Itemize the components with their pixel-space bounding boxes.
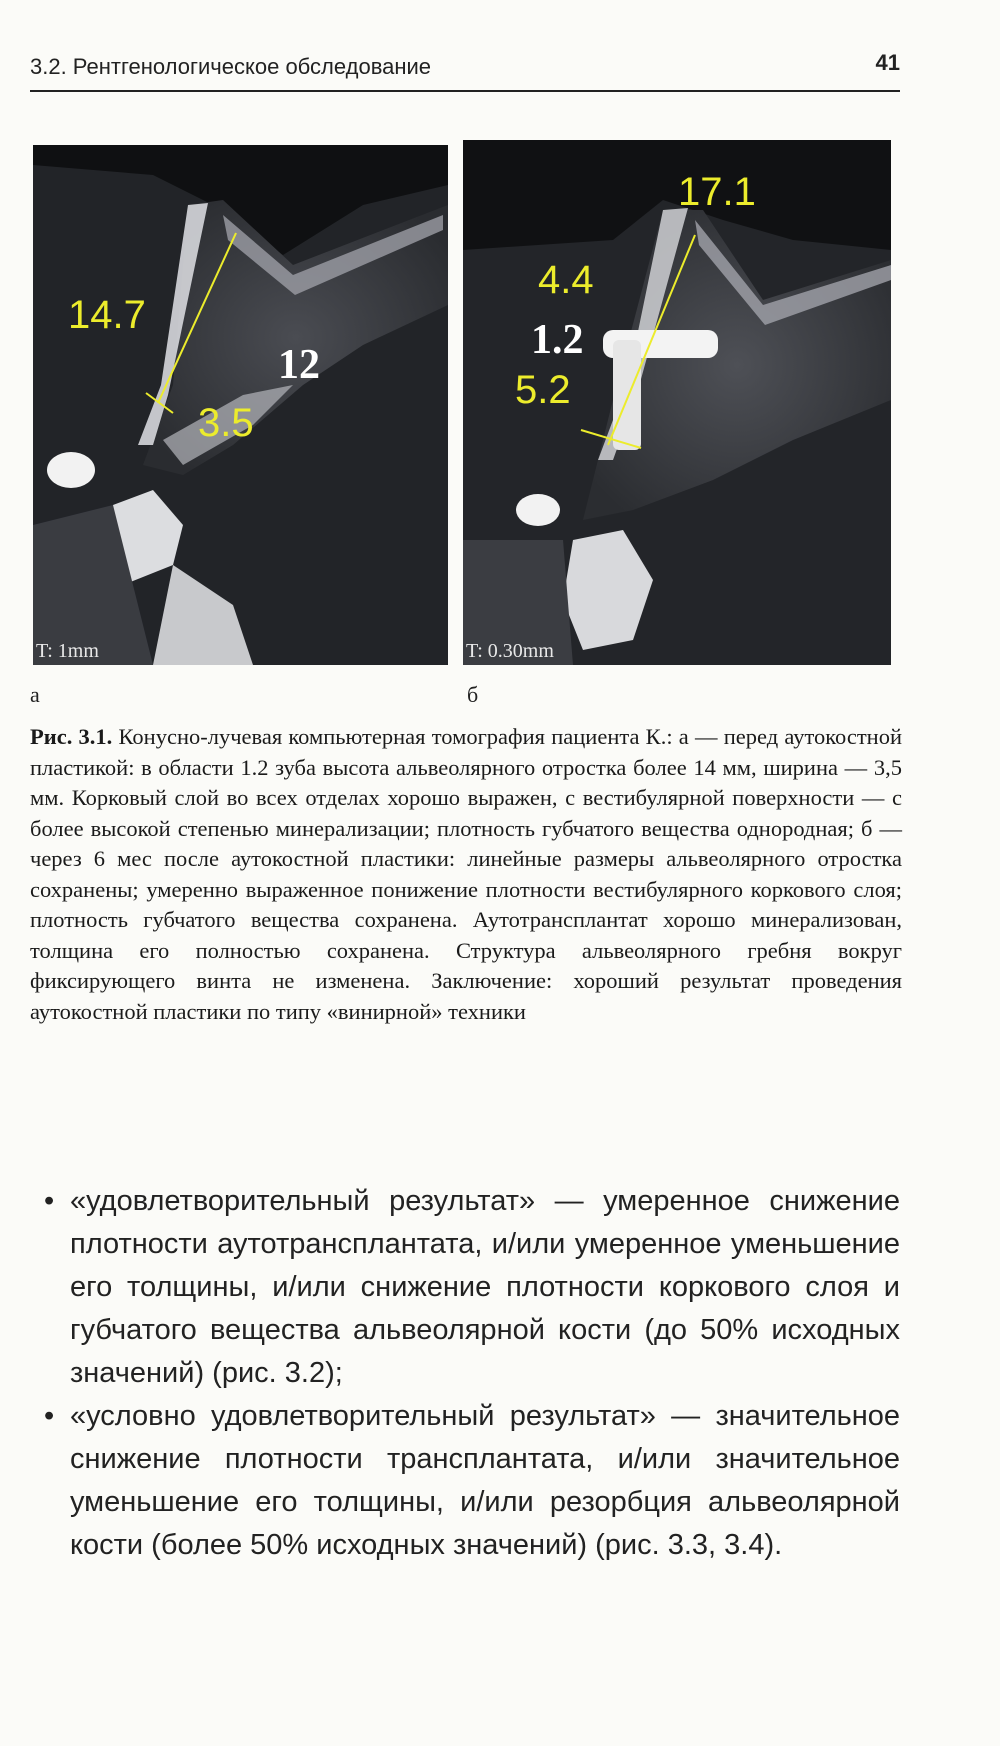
tooth-number: 12 [278,342,320,388]
figure-letter-a: а [30,682,40,707]
ct-image-panel-b [463,140,891,665]
measurement-label: 5.2 [515,368,571,412]
measurement-label: 17.1 [678,170,756,214]
slice-thickness-label: T: 1mm [36,640,99,662]
running-header [30,46,900,92]
list-item: • «условно удовлетворительный результат» — значительное снижение плотности трансплантата, и/или значительное уменьшение его толщины, и/или резорбция альвеолярной кости (более 50% исходных значений) (рис. 3.3, 3.4). [70,1395,900,1567]
measurement-label: 3.5 [198,401,254,445]
measurement-label: 14.7 [68,293,146,337]
section-title: 3.2. Рентгенологическое обследование [30,54,432,79]
page-number: 41 [875,50,900,75]
list-item: • «удовлетворительный результат» — умеренное снижение плотности аутотрансплантата, и/или умеренное уменьшение его толщины, и/или снижение плотности коркового слоя и губчатого вещества альвеолярной кости (до 50% исходных значений) (рис. 3.2); [70,1180,900,1395]
figure-caption [30,722,902,1027]
caption-text: Конусно-лучевая компьютерная томография пациента К.: а — перед аутокостной пластикой: в области 1.2 зуба высота альвеолярного отростка более 14 мм, ширина — 3,5 мм. Корковый слой во всех отделах хорошо выражен, с вестибулярной поверхности — с более высокой степенью минерализации; плотность губчатого вещества однородная; б — через 6 мес после аутокостной пластики: линейные размеры альвеолярного отростка сохранены; умеренно выраженное понижение плотности вестибулярного коркового слоя; плотность губчатого вещества сохранена. Аутотрансплантат хорошо минерализован, толщина его полностью сохранена. Структура альвеолярного гребня вокруг фиксирующего винта не изменена. Заключение: хороший результат проведения аутокостной пластики по типу «винирной» техники [30,724,902,1024]
figure-letter-b: б [467,682,479,707]
ct-image-panel-a [33,145,448,665]
result-criteria-list [70,1180,900,1567]
fixation-screw-shaft [613,340,641,450]
measurement-label: 4.4 [538,258,594,302]
tooth-number: 1.2 [531,317,584,363]
bright-artifact [516,494,560,526]
caption-label: Рис. 3.1. [30,724,113,749]
slice-thickness-label: T: 0.30mm [466,640,554,662]
bright-artifact [47,452,95,488]
